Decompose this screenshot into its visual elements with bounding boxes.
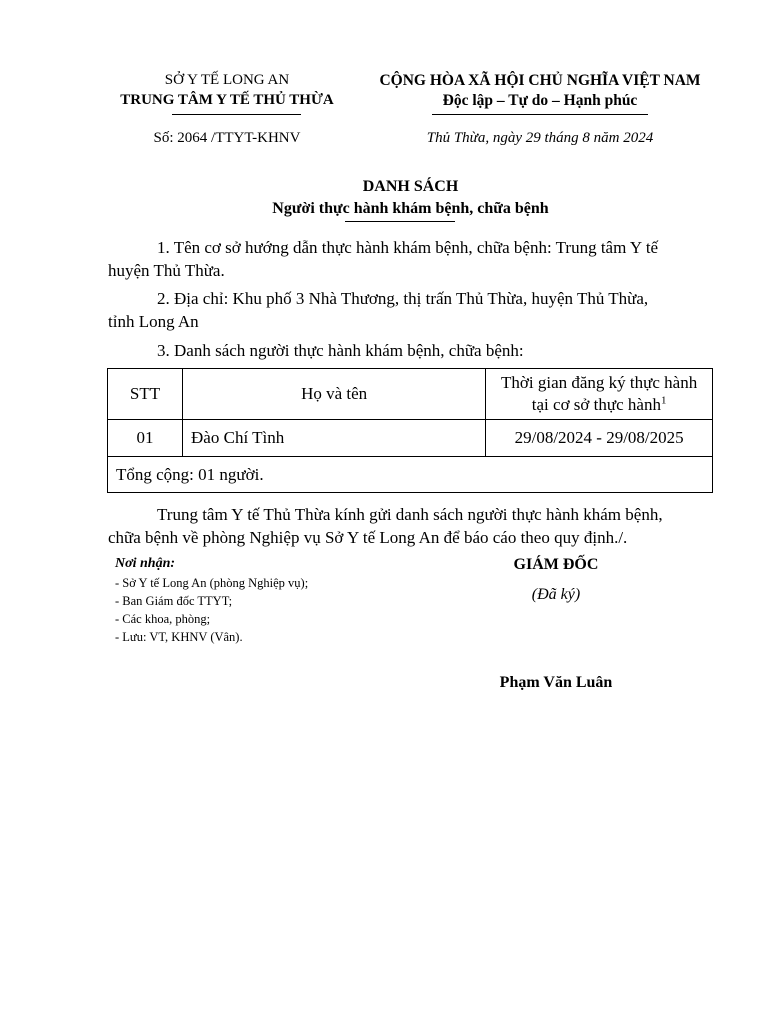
row-stt: 01 [108, 420, 183, 457]
item-3: 3. Danh sách người thực hành khám bệnh, chữa bệnh: [157, 341, 524, 360]
item-1-line-1: 1. Tên cơ sở hướng dẫn thực hành khám bệnh, chữa bệnh: Trung tâm Y tế [157, 238, 659, 257]
recipient-item: - Lưu: VT, KHNV (Vân). [115, 630, 243, 644]
header-name: Họ và tên [183, 369, 486, 420]
document-number: Số: 2064 /TTYT-KHNV [153, 130, 301, 146]
organization-name: TRUNG TÂM Y TẾ THỦ THỪA [120, 92, 334, 108]
document-title: DANH SÁCH [362, 178, 459, 195]
row-name: Đào Chí Tình [183, 420, 486, 457]
header-period-line-2: tại cơ sở thực hành [531, 395, 661, 414]
header-period-line-1: Thời gian đăng ký thực hành [501, 373, 698, 392]
recipient-item: - Ban Giám đốc TTYT; [115, 594, 233, 608]
item-1-line-2: huyện Thủ Thừa. [108, 261, 225, 280]
row-period: 29/08/2024 - 29/08/2025 [486, 420, 713, 457]
place-and-date: Thủ Thừa, ngày 29 tháng 8 năm 2024 [426, 130, 654, 146]
table-row [108, 420, 713, 457]
practitioner-table [107, 368, 713, 493]
subtitle-underline [345, 221, 455, 222]
footnote-mark: 1 [660, 394, 667, 407]
national-motto: Độc lập – Tự do – Hạnh phúc [442, 92, 638, 109]
motto-underline [432, 114, 648, 115]
parent-organization: SỞ Y TẾ LONG AN [164, 72, 290, 88]
signed-status: (Đã ký) [531, 586, 581, 603]
recipient-item: - Các khoa, phòng; [115, 612, 211, 626]
recipients-title: Nơi nhận: [115, 556, 176, 571]
item-2-line-1: 2. Địa chỉ: Khu phố 3 Nhà Thương, thị trấn Thủ Thừa, huyện Thủ Thừa, [157, 289, 649, 308]
signer-title: GIÁM ĐỐC [513, 556, 599, 573]
table-total: Tổng cộng: 01 người. [108, 457, 713, 493]
closing-line-1: Trung tâm Y tế Thủ Thừa kính gửi danh sách người thực hành khám bệnh, [157, 505, 663, 524]
document-subtitle: Người thực hành khám bệnh, chữa bệnh [272, 200, 549, 217]
header-period [486, 369, 713, 420]
organization-underline [172, 114, 301, 115]
signer-name: Phạm Văn Luân [499, 674, 613, 691]
closing-line-2: chữa bệnh về phòng Nghiệp vụ Sở Y tế Long An để báo cáo theo quy định./. [108, 528, 628, 547]
table-total-row [108, 457, 713, 493]
recipient-item: - Sở Y tế Long An (phòng Nghiệp vụ); [115, 576, 309, 590]
header-stt: STT [108, 369, 183, 420]
table-header-row [108, 369, 713, 420]
item-2-line-2: tỉnh Long An [108, 312, 199, 331]
national-title: CỘNG HÒA XÃ HỘI CHỦ NGHĨA VIỆT NAM [379, 72, 701, 89]
